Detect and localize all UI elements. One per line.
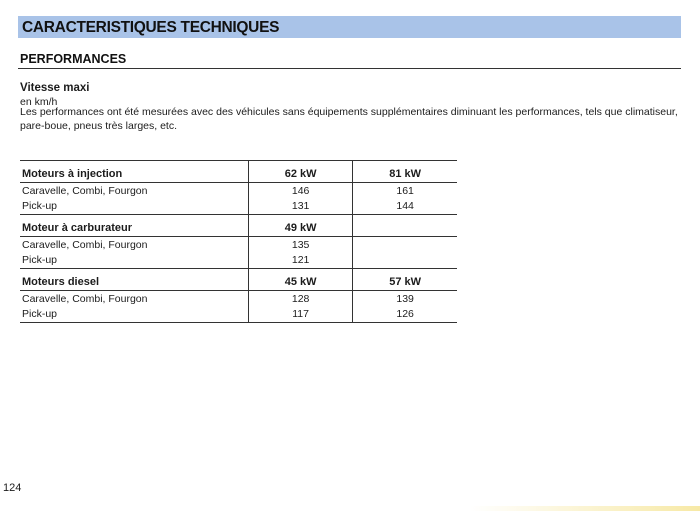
vehicle-label: Caravelle, Combi, Fourgon	[22, 238, 148, 251]
page-number: 124	[3, 482, 22, 494]
table-row	[20, 291, 457, 307]
speed-value: 126	[353, 307, 457, 323]
power-col1: 62 kW	[249, 161, 353, 183]
performance-note: Les performances ont été mesurées avec des véhicules sans équipements supplémentaires diminuant les performances, tels que climatiseur, pare-boue, pneus très larges, etc.	[20, 106, 678, 132]
table-row	[20, 237, 457, 253]
vehicle-label: Caravelle, Combi, Fourgon	[22, 292, 148, 305]
title-band	[18, 16, 681, 38]
performance-table	[20, 160, 457, 323]
table-row	[20, 253, 457, 269]
page-title: CARACTERISTIQUES TECHNIQUES	[22, 19, 280, 36]
group-label: Moteurs diesel	[20, 269, 249, 291]
speed-value: 144	[353, 199, 457, 215]
table-group-header	[20, 215, 457, 237]
speed-value: 121	[249, 253, 353, 269]
speed-value: 161	[353, 183, 457, 199]
vehicle-label: Pick-up	[22, 200, 58, 213]
speed-value: 146	[249, 183, 353, 199]
speed-value: 117	[249, 307, 353, 323]
vehicle-label: Pick-up	[22, 254, 58, 267]
section-title: PERFORMANCES	[20, 52, 127, 66]
power-col1: 45 kW	[249, 269, 353, 291]
table-group-header	[20, 269, 457, 291]
speed-value	[353, 253, 457, 269]
power-col2	[353, 215, 457, 237]
vehicle-label: Pick-up	[20, 307, 249, 323]
speed-value	[353, 237, 457, 253]
speed-value: 131	[249, 199, 353, 215]
table-row	[20, 199, 457, 215]
speed-heading: Vitesse maxi	[20, 82, 90, 94]
power-col2: 57 kW	[353, 269, 457, 291]
speed-value: 128	[249, 291, 353, 307]
group-label: Moteurs à injection	[20, 161, 249, 183]
vehicle-label: Caravelle, Combi, Fourgon	[22, 184, 148, 197]
speed-unit: en km/h	[20, 96, 58, 108]
power-col2: 81 kW	[353, 161, 457, 183]
table-group-header	[20, 161, 457, 183]
speed-value: 135	[249, 237, 353, 253]
table-row	[20, 307, 457, 323]
group-label: Moteur à carburateur	[20, 215, 249, 237]
table-row	[20, 183, 457, 199]
page-edge-tint	[470, 506, 700, 511]
section-divider	[18, 68, 681, 69]
speed-value: 139	[353, 291, 457, 307]
power-col1: 49 kW	[249, 215, 353, 237]
